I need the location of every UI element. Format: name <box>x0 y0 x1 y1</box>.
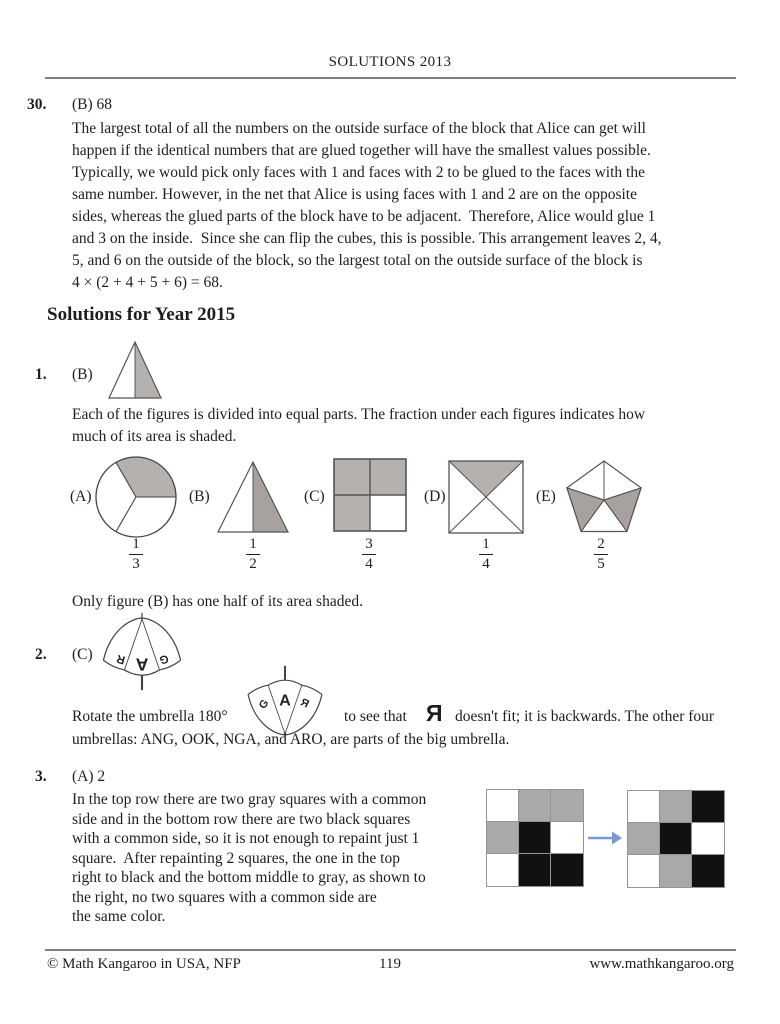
footer-rule <box>45 949 736 951</box>
problem-30-number: 30. <box>27 96 47 113</box>
grid-cell <box>551 822 583 854</box>
grid-cell <box>628 791 660 823</box>
problem-2-number: 2. <box>35 646 47 663</box>
text-line: Typically, we would pick only faces with 1 and faces with 2 to be glued to the faces with the <box>72 164 645 181</box>
grid-cell <box>487 790 519 822</box>
text-line: Each of the figures is divided into equal parts. The fraction under each figures indicates how <box>72 406 646 423</box>
problem-2-text-before: Rotate the umbrella 180° <box>72 708 228 725</box>
text-line: 5, and 6 on the outside of the block, so the largest total on the outside surface of the block is <box>72 252 643 269</box>
square-quarters-figure <box>333 458 407 532</box>
fraction-d <box>469 536 503 573</box>
grid-cell <box>660 855 692 887</box>
answer-triangle-figure <box>108 341 162 399</box>
grid-cell <box>487 822 519 854</box>
text-line: much of its area is shaded. <box>72 428 237 445</box>
square-diagonals-figure <box>448 460 524 534</box>
fraction-a <box>119 536 153 573</box>
footer-website: www.mathkangaroo.org <box>589 956 734 972</box>
grid-cell <box>692 823 724 855</box>
fraction-bar <box>479 554 493 555</box>
fraction-denominator: 4 <box>482 556 490 573</box>
text-line: square. After repainting 2 squares, the one in the top <box>72 849 400 867</box>
text-line: with a common side, so it is not enough to repaint just 1 <box>72 830 420 847</box>
fraction-e <box>584 536 618 573</box>
figure-d-label: (D) <box>424 488 446 505</box>
fraction-b <box>236 536 270 573</box>
text-line: 4 × (2 + 4 + 5 + 6) = 68. <box>72 274 223 291</box>
problem-3-answer: (A) 2 <box>72 768 106 785</box>
text-line: and 3 on the inside. Since she can flip the cubes, this is possible. This arrangement leaves 2, 4, <box>72 230 662 247</box>
fraction-bar <box>362 554 376 555</box>
grid-cell <box>692 791 724 823</box>
text-line: side and in the bottom row there are two black squares <box>72 810 411 828</box>
text-line: In the top row there are two gray squares with a common <box>72 791 427 808</box>
text-line: happen if the identical numbers that are glued together will have the smallest values possible. <box>72 142 651 159</box>
fraction-denominator: 3 <box>132 556 140 573</box>
page-header-title: SOLUTIONS 2013 <box>328 54 452 70</box>
umbrella-upright-figure <box>98 612 186 691</box>
umbrella-letter: G <box>158 651 170 666</box>
grid-after-figure <box>627 790 725 888</box>
circle-thirds-figure <box>94 455 178 539</box>
problem-2-text-mid: to see that <box>344 708 407 725</box>
figure-c-label: (C) <box>304 488 325 505</box>
problem-1-conclusion: Only figure (B) has one half of its area shaded. <box>72 593 363 610</box>
problem-2-text-line2: umbrellas: ANG, OOK, NGA, and ARO, are parts of the big umbrella. <box>72 731 510 748</box>
grid-cell <box>519 854 551 886</box>
umbrella-rotated-figure <box>243 663 327 741</box>
fraction-bar <box>594 554 608 555</box>
pentagon-fifths-figure <box>563 460 645 536</box>
problem-3-explanation <box>72 790 426 927</box>
figure-e-label: (E) <box>536 488 556 505</box>
footer-copyright: © Math Kangaroo in USA, NFP <box>47 956 241 972</box>
footer-page-number: 119 <box>379 956 401 972</box>
problem-1-explanation <box>72 404 645 448</box>
figure-a-label: (A) <box>70 488 92 505</box>
grid-cell <box>628 823 660 855</box>
grid-cell <box>519 790 551 822</box>
header-rule <box>45 77 736 79</box>
text-line: same number. However, in the net that Alice is using faces with 1 and 2 are on the opposite <box>72 186 637 203</box>
text-line: right to black and the bottom middle to gray, as shown to <box>72 869 426 886</box>
text-line: the same color. <box>72 908 166 925</box>
grid-cell <box>628 855 660 887</box>
arrow-right-icon <box>587 830 623 846</box>
grid-cell <box>487 854 519 886</box>
umbrella-letter: A <box>135 654 149 675</box>
text-line: sides, whereas the glued parts of the block have to be adjacent. Therefore, Alice would glue 1 <box>72 208 656 225</box>
problem-30-answer: (B) 68 <box>72 96 113 113</box>
fraction-numerator: 3 <box>365 536 373 552</box>
grid-cell <box>551 854 583 886</box>
fraction-numerator: 1 <box>132 536 140 552</box>
fraction-numerator: 1 <box>249 536 257 552</box>
backwards-r-letter: Я <box>426 700 443 726</box>
problem-30-explanation <box>72 118 661 294</box>
umbrella-letter: A <box>279 692 291 710</box>
problem-2-text-after: doesn't fit; it is backwards. The other four <box>455 708 715 725</box>
fraction-bar <box>246 554 260 555</box>
figure-b-label: (B) <box>189 488 210 505</box>
text-line: the right, no two squares with a common side are <box>72 888 377 906</box>
fraction-denominator: 5 <box>597 556 605 573</box>
umbrella-letter: R <box>115 651 127 666</box>
grid-cell <box>519 822 551 854</box>
grid-cell <box>692 855 724 887</box>
triangle-half-figure <box>217 461 289 534</box>
umbrella-letter: G <box>256 697 272 712</box>
problem-1-answer: (B) <box>72 366 93 383</box>
fraction-bar <box>129 554 143 555</box>
fraction-numerator: 1 <box>482 536 490 552</box>
section-heading: Solutions for Year 2015 <box>47 304 236 325</box>
grid-cell <box>660 823 692 855</box>
grid-cell <box>551 790 583 822</box>
problem-1-number: 1. <box>35 366 47 383</box>
problem-2-answer: (C) <box>72 646 93 663</box>
grid-before-figure <box>486 789 584 887</box>
fraction-numerator: 2 <box>597 536 605 552</box>
umbrella-letter: Я <box>298 696 311 711</box>
text-line: The largest total of all the numbers on the outside surface of the block that Alice can get will <box>72 120 646 137</box>
fraction-denominator: 2 <box>249 556 257 573</box>
grid-cell <box>660 791 692 823</box>
fraction-denominator: 4 <box>365 556 373 573</box>
problem-3-number: 3. <box>35 768 47 785</box>
fraction-c <box>352 536 386 573</box>
